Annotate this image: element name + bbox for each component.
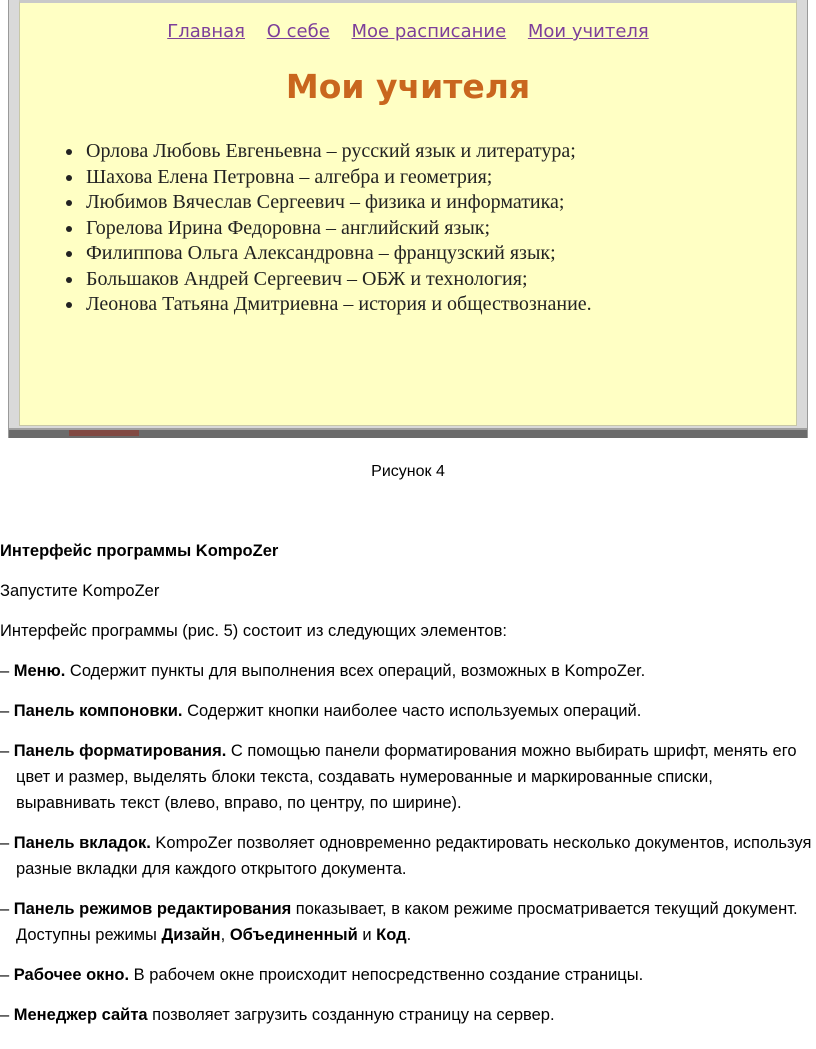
list-item: • Большаков Андрей Сергеевич – ОБЖ и технология;: [84, 267, 592, 293]
sep-2: и: [357, 926, 377, 944]
mode-combined: Объединенный: [229, 926, 358, 944]
term-format-panel: Панель форматирования.: [13, 742, 227, 760]
list-item-modes-panel: – Панель режимов редактирования показывает, в каком режиме просматривается текущий документ. Доступны режимы Дизайн, Объединенный и Код.: [0, 900, 798, 944]
nav-link-schedule[interactable]: Мое расписание: [351, 21, 507, 42]
term-tabs-panel: Панель вкладок.: [13, 834, 151, 852]
figure-screenshot: [8, 0, 808, 438]
intro-text: Интерфейс программы (рис. 5) состоит из следующих элементов:: [0, 622, 507, 640]
list-item-work-window: – Рабочее окно. В рабочем окне происходит непосредственно создание страницы.: [0, 966, 644, 984]
desc-site-manager: позволяет загрузить созданную страницу на сервер.: [147, 1006, 555, 1024]
list-item-site-manager: – Менеджер сайта позволяет загрузить созданную страницу на сервер.: [0, 1006, 555, 1024]
list-item: • Горелова Ирина Федоровна – английский язык;: [84, 216, 592, 242]
list-item: • Шахова Елена Петровна – алгебра и геометрия;: [84, 165, 592, 191]
list-item: • Любимов Вячеслав Сергеевич – физика и информатика;: [84, 190, 592, 216]
sep-1: ,: [220, 926, 230, 944]
figure-caption: Рисунок 4: [371, 463, 445, 480]
teachers-list: [64, 139, 592, 318]
term-work-window: Рабочее окно.: [13, 966, 130, 984]
webpage-preview: [19, 0, 797, 426]
desc-format-panel: С помощью панели форматирования можно выбирать шрифт, менять его цвет и размер, выделять блоки текста, создавать нумерованные и маркированные списки, выравнивать текст (влево, вправо, по центру, по ширине).: [16, 742, 797, 812]
term-layout-panel: Панель компоновки.: [13, 702, 183, 720]
term-site-manager: Менеджер сайта: [13, 1006, 148, 1024]
section-heading: Интерфейс программы KompoZer: [0, 542, 279, 560]
taskbar-fragment: [69, 430, 139, 436]
list-item: • Орлова Любовь Евгеньевна – русский язык и литература;: [84, 139, 592, 165]
nav-link-about[interactable]: О себе: [266, 21, 330, 42]
nav-link-teachers[interactable]: Мои учителя: [527, 21, 649, 42]
document-body: [0, 538, 816, 1028]
desc-modes-panel: показывает, в каком режиме просматривается текущий документ. Доступны режимы: [16, 900, 798, 944]
desc-menu: Содержит пункты для выполнения всех операций, возможных в KompoZer.: [65, 662, 646, 680]
list-item-menu: – Меню. Содержит пункты для выполнения всех операций, возможных в KompoZer.: [0, 662, 646, 680]
launch-text: Запустите KompoZer: [0, 582, 160, 600]
list-item-format-panel: – Панель форматирования. С помощью панели форматирования можно выбирать шрифт, менять его цвет и размер, выделять блоки текста, создавать нумерованные и маркированные списки, выравнивать текст (влево, вправо, по центру, по ширине).: [0, 742, 797, 812]
site-nav: [20, 21, 796, 42]
nav-link-home[interactable]: Главная: [167, 21, 245, 42]
desc-tabs-panel: KompoZer позволяет одновременно редактировать несколько документов, используя разные вкладки для каждого открытого документа.: [16, 834, 812, 878]
mode-code: Код: [376, 926, 407, 944]
list-item: • Леонова Татьяна Дмитриевна – история и обществознание.: [84, 292, 592, 318]
desc-layout-panel: Содержит кнопки наиболее часто используемых операций.: [182, 702, 642, 720]
term-menu: Меню.: [13, 662, 66, 680]
site-page-title: Мои учителя: [285, 67, 531, 106]
desc-work-window: В рабочем окне происходит непосредственно создание страницы.: [129, 966, 644, 984]
window-bottom-edge: [9, 428, 807, 438]
end-dot: .: [406, 926, 412, 944]
mode-design: Дизайн: [161, 926, 221, 944]
list-item: • Филиппова Ольга Александровна – французский язык;: [84, 241, 592, 267]
list-item-tabs-panel: – Панель вкладок. KompoZer позволяет одновременно редактировать несколько документов, используя разные вкладки для каждого открытого документа.: [0, 834, 812, 878]
list-item-layout-panel: – Панель компоновки. Содержит кнопки наиболее часто используемых операций.: [0, 702, 642, 720]
term-modes-panel: Панель режимов редактирования: [13, 900, 292, 918]
